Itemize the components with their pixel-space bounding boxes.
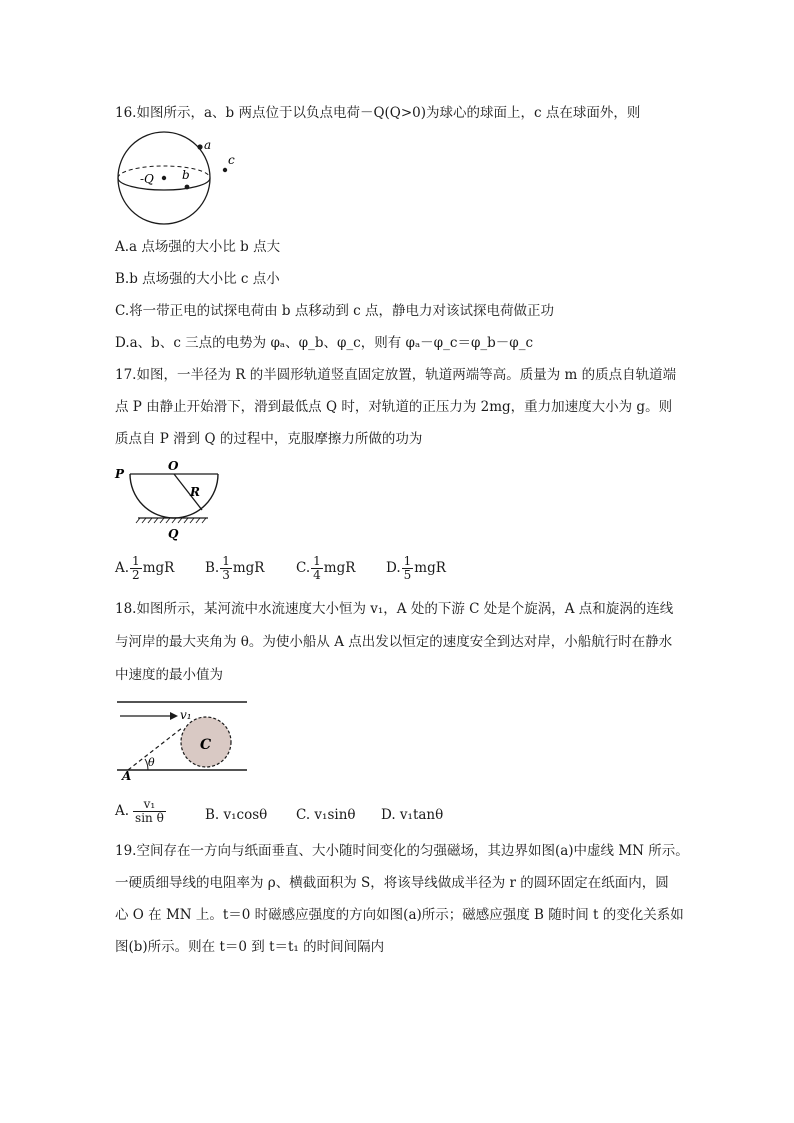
label-p: P: [115, 467, 125, 481]
q16-option-b: B.b 点场强的大小比 c 点小: [115, 271, 280, 287]
q17-option-d: D. $\frac{1}{5}$ mgR: [386, 554, 446, 582]
sightline-dashed: [128, 728, 182, 770]
q17-line2: 点 P 由静止开始滑下，滑到最低点 Q 时，对轨道的正压力为 2mg，重力加速度大小为 g。则: [115, 399, 673, 415]
q16-option-c: C.将一带正电的试探电荷由 b 点移动到 c 点，静电力对该试探电荷做正功: [115, 303, 555, 319]
label-r: R: [190, 485, 200, 499]
q18-river-figure: [112, 698, 252, 784]
q17-line1: 17.如图，一半径为 R 的半圆形轨道竖直固定放置，轨道两端等高。质量为 m 的质点自轨道端: [115, 367, 677, 383]
q17-track-figure: [112, 456, 222, 544]
point-a-dot: [197, 144, 202, 149]
label-c: C: [200, 737, 212, 753]
label-a: a: [204, 138, 212, 152]
point-b-dot: [185, 185, 190, 190]
label-theta: θ: [148, 756, 155, 769]
q17-line3: 质点自 P 滑到 Q 的过程中，克服摩擦力所做的功为: [115, 431, 423, 447]
q17-option-b: B. $\frac{1}{3}$ mgR: [205, 554, 265, 582]
point-c-dot: [223, 168, 227, 172]
q16-stem: 16.如图所示，a、b 两点位于以负点电荷－Q(Q>0)为球心的球面上，c 点在球面外，则: [115, 105, 641, 121]
ground-hatch: [136, 518, 206, 523]
q17-option-a: A. $\frac{1}{2}$ mgR: [115, 554, 175, 582]
label-o: O: [168, 459, 179, 473]
q17-option-c: C. $\frac{1}{4}$ mgR: [296, 554, 356, 582]
q19-line3: 心 O 在 MN 上。t＝0 时磁感应强度的方向如图(a)所示；磁感应强度 B 随时间 t 的变化关系如: [115, 907, 684, 923]
q18-option-b: B. v₁cosθ: [205, 807, 268, 823]
q19-line4: 图(b)所示。则在 t＝0 到 t＝t₁ 的时间间隔内: [115, 939, 385, 955]
label-v1: v₁: [180, 708, 192, 722]
q18-option-d: D. v₁tanθ: [381, 807, 444, 823]
charge-point: [162, 176, 166, 180]
v1-arrow-head: [170, 712, 178, 720]
label-a: A: [122, 769, 132, 783]
charge-label: -Q: [140, 172, 154, 186]
label-c: c: [228, 153, 235, 167]
label-b: b: [182, 168, 190, 182]
semicircle-track: [130, 474, 218, 518]
q16-option-d: D.a、b、c 三点的电势为 φₐ、φ_b、φ_c，则有 φₐ－φ_c＝φ_b－φ_c: [115, 335, 534, 351]
label-q: Q: [168, 527, 179, 541]
q19-line1: 19.空间存在一方向与纸面垂直、大小随时间变化的匀强磁场，其边界如图(a)中虚线 MN 所示。: [115, 843, 689, 859]
q19-line2: 一硬质细导线的电阻率为 ρ、横截面积为 S，将该导线做成半径为 r 的圆环固定在纸面内，圆: [115, 875, 669, 891]
q16-sphere-figure: [112, 128, 252, 232]
q16-option-a: A.a 点场强的大小比 b 点大: [115, 239, 281, 255]
q18-option-a: A. $\frac{\text{v₁}}{\text{sin θ}}$: [115, 797, 164, 825]
q18-line1: 18.如图所示，某河流中水流速度大小恒为 v₁，A 处的下游 C 处是个旋涡，A 点和旋涡的连线: [115, 601, 674, 617]
q18-line3: 中速度的最小值为: [115, 667, 223, 683]
q18-line2: 与河岸的最大夹角为 θ。为使小船从 A 点出发以恒定的速度安全到达对岸，小船航行时在静水: [115, 634, 673, 650]
q18-option-c: C. v₁sinθ: [296, 807, 356, 823]
